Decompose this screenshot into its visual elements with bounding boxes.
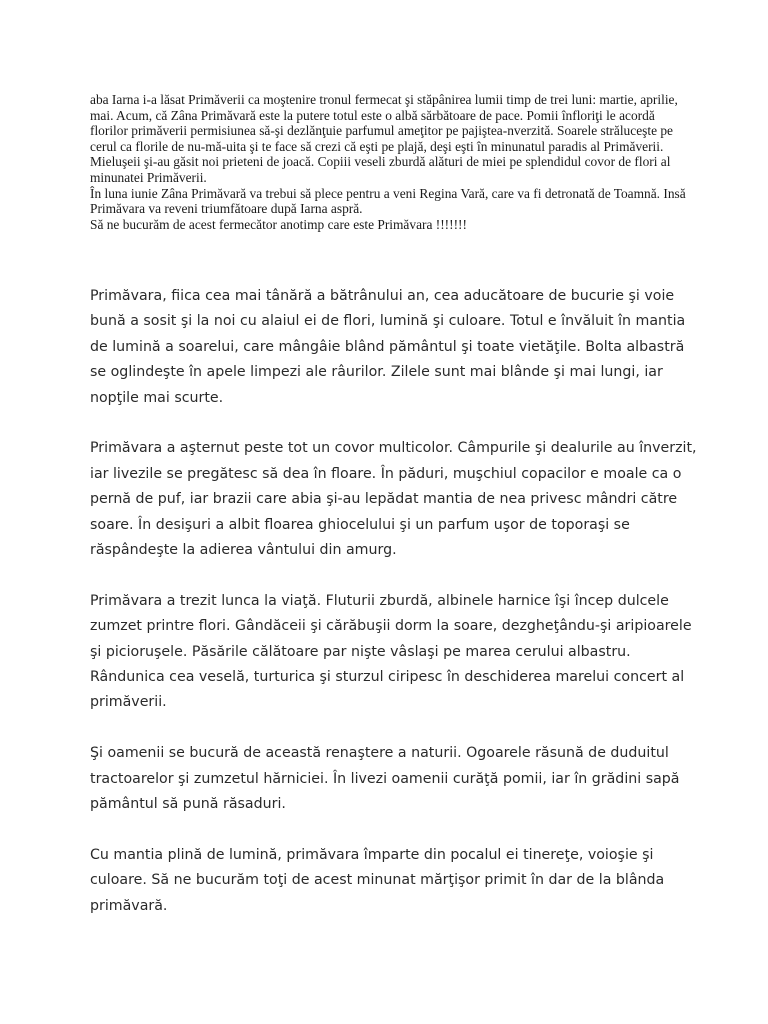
body-paragraph-5: Cu mantia plină de lumină, primăvara împarte din pocalul ei tinereţe, voioşie şi culoare. Să ne bucurăm toţi de acest minunat mărţişor primit în dar de la blânda primăvară.	[90, 846, 665, 914]
body-paragraph-4: Şi oamenii se bucură de această renaştere a naturii. Ogoarele răsună de duduitul tractoarelor şi zumzetul hărniciei. În livezi oamenii curăţă pomii, iar în grădini sapă pământul să pună răsaduri.	[90, 745, 680, 813]
intro-paragraph-1: aba Iarna i-a lăsat Primăverii ca moştenire tronul fermecat şi stăpânirea lumii timp de trei luni: martie, aprilie, mai. Acum, că Zâna Primăvară este la putere totul este o albă sărbătoare de pace. Pomii înfloriţi le acordă florilor primăverii permisiunea să-şi dezlănţuie parfumul ameţitor pe pajiştea-nverzită. Soarele străluceşte pe cerul ca florile de nu-mă-uita şi te face să crezi că eşti pe plajă, deşi eşti în minunatul paradis al Primăverii.	[90, 92, 678, 154]
body-paragraph-1: Primăvara, fiica cea mai tânără a bătrânului an, cea aducătoare de bucurie şi voie bună a sosit şi la noi cu alaiul ei de flori, lumină şi culoare. Totul e învăluit în mantia de lumină a soarelui, care mângâie blând pământul şi toate vietăţile. Bolta albastră se oglindeşte în apele limpezi ale râurilor. Zilele sunt mai blânde şi mai lungi, iar nopţile mai scurte.	[90, 288, 686, 406]
intro-paragraph-4: Să ne bucurăm de acest fermecător anotimp care este Primăvara !!!!!!!	[90, 216, 467, 232]
intro-paragraph-2: Mieluşeii şi-au găsit noi prieteni de joacă. Copiii veseli zburdă alături de miei pe splendidul covor de flori al minunatei Primăverii.	[90, 154, 671, 185]
body-paragraph-2: Primăvara a aşternut peste tot un covor multicolor. Câmpurile şi dealurile au înverzit, iar livezile se pregătesc să dea în floare. În păduri, muşchiul copacilor e moale ca o pernă de puf, iar brazii care abia şi-au lepădat mantia de nea privesc mândri către soare. În desişuri a albit floarea ghiocelului şi un parfum uşor de toporaşi se răspândeşte la adierea vântului din amurg.	[90, 440, 697, 559]
body-paragraph-3: Primăvara a trezit lunca la viaţă. Fluturii zburdă, albinele harnice îşi încep dulcele zumzet printre flori. Gândăceii şi cărăbuşii dorm la soare, dezgheţându-şi aripioarele şi picioruşele. Păsările călătoare par nişte vâslaşi pe marea cerului albastru. Rândunica cea veselă, turturica şi sturzul ciripesc în deschiderea marelui concert al primăverii.	[90, 592, 692, 711]
body-text-block	[90, 284, 700, 944]
intro-text-block	[90, 92, 690, 232]
intro-paragraph-3: În luna iunie Zâna Primăvară va trebui să plece pentru a veni Regina Vară, care va fi detronată de Toamnă. Insă Primăvara va reveni triumfătoare după Iarna aspră.	[90, 185, 686, 217]
